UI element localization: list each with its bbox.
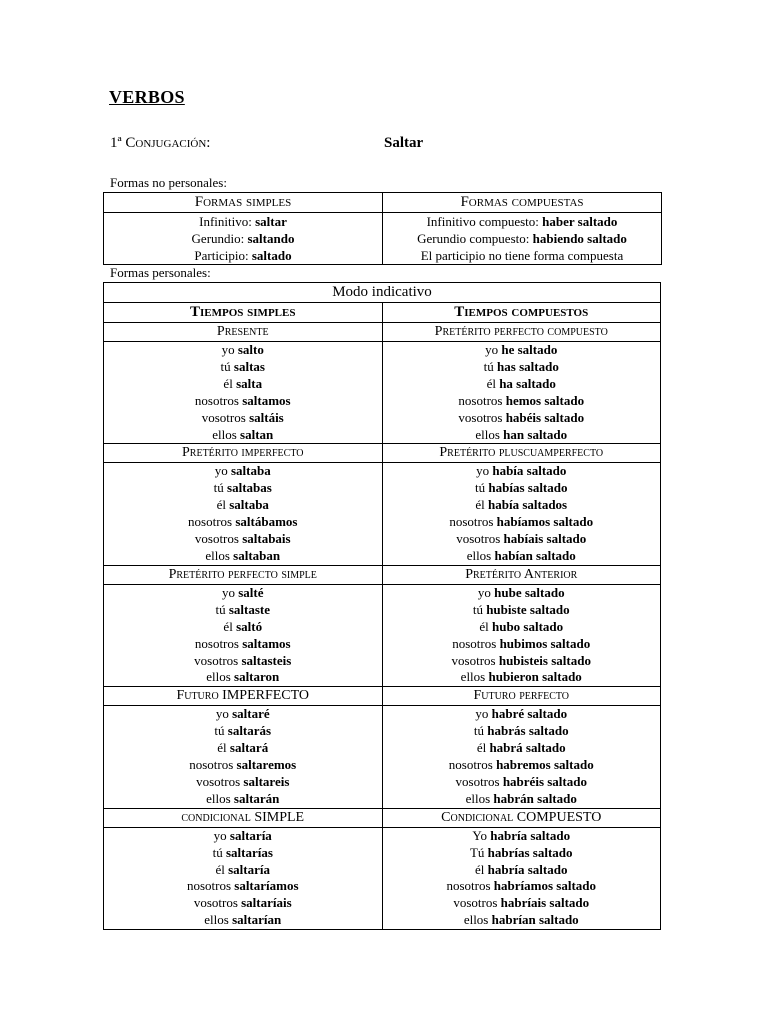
tense-name-compound: Pretérito perfecto compuesto [382, 323, 661, 342]
personal-label: Formas personales: [110, 265, 211, 280]
conjugation-line-form: saltaremos [236, 757, 297, 773]
conjugation-line-form: saltas [233, 358, 265, 374]
conjugation-line-form: hubiste saltado [486, 601, 570, 617]
conjugation-line-label: vosotros [201, 409, 250, 425]
compound-form-line-label: Gerundio compuesto: [417, 231, 533, 246]
conjugation-line [104, 531, 382, 548]
conjugation-line [104, 480, 382, 497]
tense-name-simple: condicional SIMPLE [104, 808, 383, 827]
conjugation-line-label: vosotros [453, 895, 501, 911]
conjugation-line-label: nosotros [188, 514, 236, 530]
tense-name-compound: Pretérito Anterior [382, 565, 661, 584]
simple-form-line-form: saltando [247, 231, 295, 246]
conjugation-line [383, 463, 661, 480]
conjugation-line [383, 774, 661, 791]
conjugation-line-label: tú [213, 480, 228, 496]
conjugation-line-label: tú [473, 723, 488, 739]
conjugation-line [383, 845, 661, 862]
conjugation-label: 1ª Conjugación: [110, 135, 211, 151]
conjugation-line [104, 912, 382, 929]
conjugation-line-label: vosotros [455, 773, 503, 789]
conjugation-line [383, 723, 661, 740]
conjugation-line [383, 602, 661, 619]
conjugation-line-label: nosotros [186, 878, 235, 894]
conjugation-line-form: saltaban [233, 547, 281, 563]
conjugation-line [383, 480, 661, 497]
simple-form-line-label: Infinitivo: [199, 214, 256, 229]
page-title: VERBOS [109, 87, 185, 107]
conjugation-cell-compound [382, 342, 661, 444]
conjugation-line-label: ellos [206, 790, 234, 806]
conjugation-line [104, 497, 382, 514]
non-personal-table [103, 192, 662, 265]
conjugation-line-form: saltaríamos [234, 878, 299, 894]
conjugation-line [104, 342, 382, 359]
conjugation-line-form: habéis saltado [505, 409, 585, 425]
conjugation-line [383, 653, 661, 670]
conjugation-line-form: habrían saltado [491, 912, 579, 928]
compound-forms-header: Formas compuestas [383, 193, 662, 213]
conjugation-line-label: yo [477, 584, 495, 600]
simple-form-line [104, 247, 382, 264]
conjugation-line-form: habremos saltado [496, 757, 594, 773]
conjugation-line [104, 514, 382, 531]
conjugation-line-form: salto [237, 342, 264, 357]
conjugation-line-form: había saltados [488, 497, 568, 513]
conjugation-line-form: saltábamos [235, 514, 298, 530]
conjugation-line [104, 706, 382, 723]
conjugation-line [383, 427, 661, 444]
conjugation-line-label: ellos [206, 669, 235, 685]
conjugation-line-form: hubo saltado [491, 618, 564, 634]
conjugation-line-label: él [223, 618, 237, 634]
conjugation-line-form: saltaba [231, 463, 271, 479]
conjugation-line-form: saltaron [234, 669, 280, 685]
conjugation-line-form: saltarán [233, 790, 280, 806]
conjugation-line [383, 585, 661, 602]
conjugation-line-form: habríamos saltado [493, 878, 597, 894]
conjugation-line-label: nosotros [446, 878, 494, 894]
conjugation-line [383, 636, 661, 653]
conjugation-line [104, 669, 382, 686]
compound-tenses-header: Tiempos compuestos [382, 303, 661, 323]
conjugation-line-form: saltaríais [241, 895, 292, 911]
conjugation-line-label: tú [483, 358, 498, 374]
compound-forms-cell [383, 213, 662, 265]
conjugation-line-form: habrá saltado [489, 740, 566, 756]
conjugation-cell-simple [104, 342, 383, 444]
conjugation-line-form: saltamos [242, 635, 291, 651]
conjugation-line-label: él [216, 497, 230, 513]
conjugation-cell-compound [382, 827, 661, 929]
conjugation-line [104, 653, 382, 670]
conjugation-line-form: habría saltado [487, 861, 568, 877]
compound-form-line [383, 230, 661, 247]
conjugation-line-form: han saltado [503, 426, 568, 442]
tense-name-compound: Pretérito pluscuamperfecto [382, 444, 661, 463]
conjugation-line [104, 548, 382, 565]
conjugation-line [383, 740, 661, 757]
conjugation-line-label: él [476, 740, 490, 756]
conjugation-line-label: él [479, 618, 492, 634]
simple-tenses-header: Tiempos simples [104, 303, 383, 323]
conjugation-line-label: ellos [212, 426, 241, 442]
conjugation-line-label: ellos [205, 547, 234, 563]
conjugation-line [383, 497, 661, 514]
conjugation-line [104, 393, 382, 410]
conjugation-line [383, 342, 661, 359]
conjugation-line-label: tú [475, 480, 489, 496]
conjugation-line [104, 376, 382, 393]
tense-name-simple: Futuro IMPERFECTO [104, 687, 383, 706]
conjugation-line [383, 878, 661, 895]
conjugation-line-form: saltaba [229, 497, 269, 513]
simple-forms-cell [104, 213, 383, 265]
conjugation-line-label: él [475, 861, 488, 877]
compound-form-line-label: El participio no tiene forma compuesta [420, 248, 624, 263]
conjugation-line-label: él [215, 861, 229, 877]
conjugation-line-form: saltan [240, 426, 274, 442]
conjugation-line-label: él [223, 375, 237, 391]
conjugation-line [383, 531, 661, 548]
simple-form-line-form: saltar [255, 214, 287, 229]
conjugation-line-form: habíais saltado [503, 531, 587, 547]
conjugation-line-form: saltaría [229, 827, 272, 843]
conjugation-line-label: él [486, 375, 500, 391]
conjugation-line [383, 706, 661, 723]
conjugation-line-form: saltaré [232, 706, 270, 722]
conjugation-line [104, 427, 382, 444]
conjugation-line [383, 393, 661, 410]
conjugation-line-form: habrán saltado [493, 790, 577, 806]
non-personal-label: Formas no personales: [110, 175, 227, 190]
conjugation-line [383, 862, 661, 879]
conjugation-line-form: saltaría [228, 861, 271, 877]
conjugation-cell-simple [104, 706, 383, 808]
conjugation-line [104, 862, 382, 879]
conjugation-line-label: tú [472, 601, 487, 617]
conjugation-line [104, 359, 382, 376]
simple-form-line-form: saltado [251, 248, 292, 263]
conjugation-line-label: tú [212, 844, 226, 860]
conjugation-line-form: saltará [229, 740, 269, 756]
conjugation-line-form: habréis saltado [502, 773, 587, 789]
conjugation-line-form: saltarás [227, 723, 272, 739]
conjugation-line-form: saltaste [228, 601, 271, 617]
conjugation-line [104, 828, 382, 845]
conjugation-line-label: tú [220, 358, 234, 374]
conjugation-cell-compound [382, 584, 661, 686]
conjugation-line-form: saltáis [249, 409, 284, 425]
conjugation-line-label: ellos [465, 790, 494, 806]
conjugation-line-label: nosotros [449, 514, 497, 530]
tense-name-simple: Pretérito perfecto simple [104, 565, 383, 584]
conjugation-line-form: hubieron saltado [488, 669, 582, 685]
compound-form-line [383, 213, 661, 230]
conjugation-line [104, 585, 382, 602]
conjugation-line [104, 774, 382, 791]
conjugation-line [383, 619, 661, 636]
conjugation-line-form: saltarían [232, 912, 282, 928]
conjugation-line-form: salté [238, 584, 264, 600]
conjugation-line [383, 376, 661, 393]
conjugation-line-form: saltasteis [241, 652, 292, 668]
conjugation-line [383, 895, 661, 912]
conjugation-line-label: vosotros [194, 652, 242, 668]
conjugation-line-label: ellos [460, 669, 489, 685]
conjugation-line-label: nosotros [194, 392, 243, 408]
conjugation-line-label: ellos [466, 547, 495, 563]
conjugation-line-label: ellos [463, 912, 492, 928]
conjugation-line-label: él [217, 740, 230, 756]
simple-forms-header: Formas simples [104, 193, 383, 213]
compound-form-line [383, 247, 661, 264]
conjugation-line [104, 636, 382, 653]
conjugation-line-label: yo [221, 342, 238, 357]
conjugation-line-form: saltamos [242, 392, 291, 408]
conjugation-line-label: nosotros [194, 635, 243, 651]
conjugation-line-form: habías saltado [488, 480, 568, 496]
conjugation-line-form: habrás saltado [487, 723, 569, 739]
compound-form-line-label: Infinitivo compuesto: [426, 214, 543, 229]
conjugation-cell-simple [104, 463, 383, 565]
conjugation-line-form: habían saltado [494, 547, 576, 563]
conjugation-line [104, 740, 382, 757]
conjugation-line-form: saltó [236, 618, 263, 634]
conjugation-line [383, 912, 661, 929]
conjugation-cell-compound [382, 463, 661, 565]
conjugation-line [383, 410, 661, 427]
mode-header: Modo indicativo [104, 283, 661, 303]
conjugation-cell-compound [382, 706, 661, 808]
compound-form-line-form: haber saltado [542, 214, 618, 229]
simple-form-line [104, 230, 382, 247]
conjugation-line-form: saltarías [225, 844, 273, 860]
tense-name-simple: Pretérito imperfecto [104, 444, 383, 463]
conjugation-line-form: habíamos saltado [496, 514, 594, 530]
conjugation-cell-simple [104, 584, 383, 686]
conjugation-line-form: habré saltado [491, 706, 568, 722]
conjugation-line-label: vosotros [196, 773, 244, 789]
conjugation-line-label: vosotros [456, 531, 504, 547]
conjugation-line [104, 878, 382, 895]
conjugation-line-form: habríais saltado [500, 895, 590, 911]
simple-form-line [104, 213, 382, 230]
conjugation-line-label: yo [214, 463, 231, 479]
conjugation-line-label: vosotros [451, 652, 499, 668]
conjugation-line-label: tú [215, 601, 229, 617]
conjugation-line [104, 845, 382, 862]
conjugation-line-form: habría saltado [490, 827, 571, 843]
conjugation-line-form: salta [236, 375, 263, 391]
conjugation-line [104, 791, 382, 808]
conjugation-line [383, 514, 661, 531]
simple-form-line-label: Participio: [194, 248, 252, 263]
tense-name-compound: Futuro perfecto [382, 687, 661, 706]
verb-name: Saltar [384, 135, 424, 151]
conjugation-line-label: yo [485, 342, 502, 357]
conjugation-line [104, 757, 382, 774]
conjugation-line [104, 895, 382, 912]
conjugation-cell-simple [104, 827, 383, 929]
conjugation-line [104, 602, 382, 619]
conjugation-line-form: has saltado [497, 358, 559, 374]
conjugation-line-form: hemos saltado [505, 392, 585, 408]
conjugation-line-label: vosotros [458, 409, 506, 425]
conjugation-line-label: yo [215, 706, 233, 722]
conjugation-line-label: nosotros [189, 757, 237, 773]
conjugation-line-label: yo [221, 584, 239, 600]
conjugation-line-label: yo [476, 463, 493, 479]
conjugation-line [383, 828, 661, 845]
conjugation-line [383, 791, 661, 808]
conjugation-line-label: vosotros [193, 895, 242, 911]
conjugation-line-label: ellos [475, 426, 504, 442]
conjugation-line-form: ha saltado [499, 375, 556, 391]
simple-form-line-label: Gerundio: [191, 231, 248, 246]
conjugation-line-form: he saltado [501, 342, 558, 357]
conjugation-line-label: Tú [469, 844, 488, 860]
conjugation-line-label: él [475, 497, 488, 513]
tense-name-simple: Presente [104, 323, 383, 342]
conjugation-line [383, 359, 661, 376]
conjugation-line-label: nosotros [448, 757, 497, 773]
conjugation-line-label: tú [214, 723, 228, 739]
compound-form-line-form: habiendo saltado [532, 231, 627, 246]
conjugation-line-label: yo [213, 827, 230, 843]
conjugation-line-form: saltabas [227, 480, 272, 496]
conjugation-line-form: había saltado [492, 463, 567, 479]
conjugation-line-label: yo [475, 706, 492, 722]
conjugation-line-form: saltareis [243, 773, 290, 789]
conjugation-line-label: vosotros [194, 531, 243, 547]
personal-forms-table [103, 282, 661, 930]
conjugation-line-form: saltabais [242, 531, 291, 547]
conjugation-line [104, 723, 382, 740]
conjugation-line [104, 463, 382, 480]
conjugation-line-form: habrías saltado [487, 844, 573, 860]
conjugation-line-form: hube saltado [494, 584, 565, 600]
conjugation-line [383, 757, 661, 774]
conjugation-line [104, 410, 382, 427]
conjugation-line [383, 669, 661, 686]
conjugation-line [383, 548, 661, 565]
conjugation-line-label: Yo [472, 827, 491, 843]
conjugation-line [104, 619, 382, 636]
conjugation-line-label: nosotros [458, 392, 506, 408]
tense-name-compound: Condicional COMPUESTO [382, 808, 661, 827]
conjugation-line-form: hubisteis saltado [498, 652, 591, 668]
conjugation-line-label: nosotros [452, 635, 500, 651]
conjugation-line-form: hubimos saltado [499, 635, 591, 651]
conjugation-line-label: ellos [204, 912, 233, 928]
